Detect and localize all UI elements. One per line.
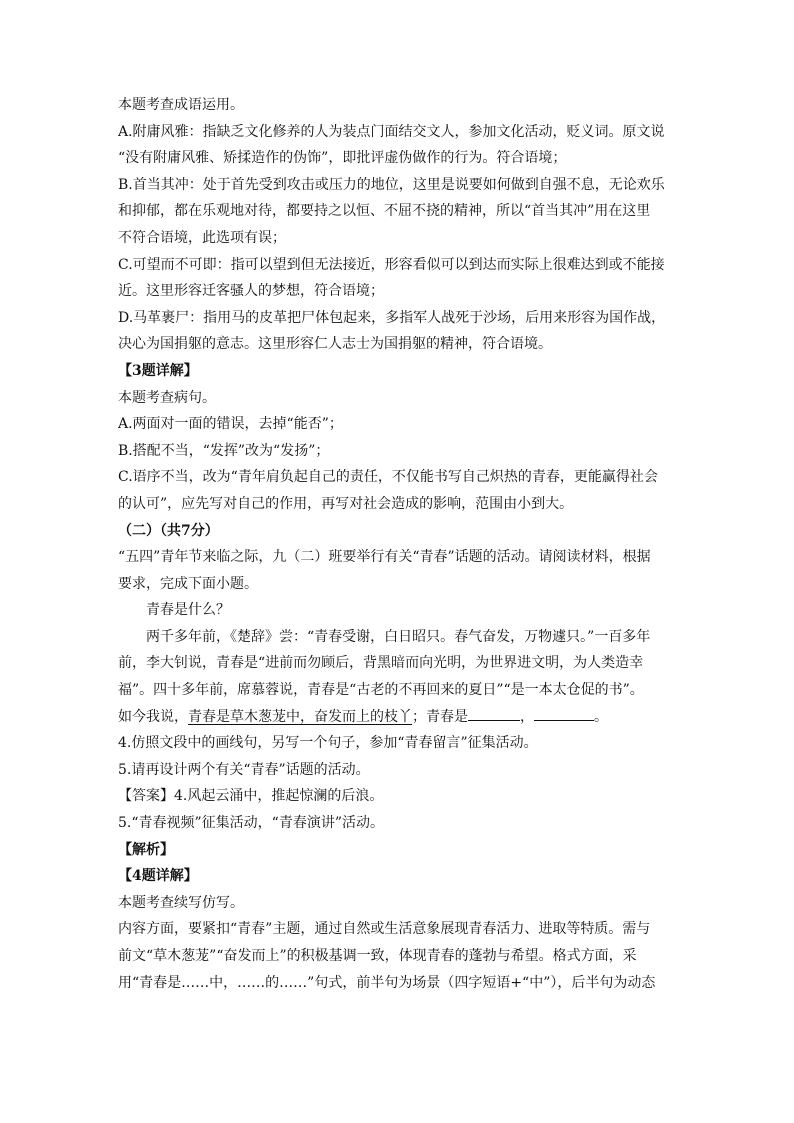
- fill-blank-1: [468, 704, 520, 721]
- text-line: 内容方面，要紧扣“青春”主题，通过自然或生活意象展现青春活力、进取等特质。需与: [118, 921, 651, 938]
- text-line: “没有附庸风雅、矫揉造作的伪饰”，即批评虚伪做作的行为。符合语境；: [118, 150, 567, 167]
- text-line: 本题考查病句。: [118, 389, 216, 406]
- passage-mid: ；青春是: [412, 708, 468, 725]
- answer-line: 5.“青春视频”征集活动，“青春演讲”活动。: [118, 815, 384, 832]
- text-line: C.语序不当，改为“青年肩负起自己的责任，不仅能书写自己炽热的青春，更能赢得社会: [118, 469, 658, 486]
- passage-line: 福”。四十多年前，席慕蓉说，青春是“古老的不再回来的夏日”“是一本太仓促的书”。: [118, 682, 644, 699]
- text-line: 前文“草木葱茏”“奋发而上”的积极基调一致，体现青春的蓬勃与希望。格式方面，采: [118, 948, 637, 964]
- question-4: 4.仿照文段中的画线句，另写一个句子，参加“青春留言”征集活动。: [118, 735, 538, 752]
- text-line: 近。这里形容迁客骚人的梦想，符合语境；: [118, 283, 384, 300]
- text-line: “五四”青年节来临之际，九（二）班要举行有关“青春”话题的活动。请阅读材料，根据: [118, 549, 651, 566]
- passage-line: 两千多年前，《楚辞》尝：“青春受谢，白日昭只。春气奋发，万物遽只。”一百多年: [146, 628, 651, 645]
- passage-end: 。: [594, 708, 608, 725]
- section-heading: 【3题详解】: [118, 362, 198, 379]
- passage-line-with-blanks: [118, 704, 678, 731]
- answer-line: 【答案】4.风起云涌中，推起惊澜的后浪。: [118, 788, 384, 805]
- text-line: 本题考查成语运用。: [118, 97, 244, 113]
- text-line: 的认可”，应先写对自己的作用，再写对社会造成的影响，范围由小到大。: [118, 495, 574, 512]
- passage-title: 青春是什么？: [146, 602, 230, 619]
- text-line: C.可望而不可即：指可以望到但无法接近，形容看似可以到达而实际上很难达到或不能接: [118, 256, 665, 273]
- text-line: A.附庸风雅：指缺乏文化修养的人为装点门面结交文人，参加文化活动，贬义词。原文说: [118, 123, 665, 140]
- fill-blank-2: [534, 704, 594, 721]
- text-line: 要求，完成下面小题。: [118, 575, 258, 592]
- section-heading: 【解析】: [118, 841, 174, 858]
- section-heading: 【4题详解】: [118, 868, 198, 885]
- text-line: 不符合语境，此选项有误；: [118, 229, 286, 246]
- blank-separator: ，: [520, 708, 534, 725]
- text-line: A.两面对一面的错误，去掉“能否”；: [118, 416, 343, 433]
- text-line: B.搭配不当，“发挥”改为“发扬”；: [118, 442, 330, 459]
- passage-line: 前，李大钊说，青春是“进前而勿顾后，背黑暗而向光明，为世界进文明，为人类造幸: [118, 655, 644, 672]
- passage-prefix: 如今我说，: [118, 708, 188, 725]
- text-line: 决心为国捐躯的意志。这里形容仁人志士为国捐躯的精神，符合语境。: [118, 336, 552, 353]
- text-line: D.马革裹尸：指用马的皮革把尸体包起来，多指军人战死于沙场，后用来形容为国作战，: [118, 309, 666, 326]
- text-line: 和抑郁，都在乐观地对待，都要持之以恒、不屈不挠的精神，所以“首当其冲”用在这里: [118, 203, 651, 220]
- question-5: 5.请再设计两个有关“青春”话题的活动。: [118, 761, 370, 778]
- section-heading: （二）（共7分）: [118, 522, 219, 539]
- underlined-sentence: 青春是草木葱茏中，奋发而上的枝丫: [188, 708, 412, 725]
- text-line: 本题考查续写仿写。: [118, 894, 244, 911]
- text-line: 用“青春是……中，……的……”句式，前半句为场景（四字短语+“中”），后半句为动态: [118, 974, 656, 991]
- text-line: B.首当其冲：处于首先受到攻击或压力的地位，这里是说要如何做到自强不息，无论欢乐: [118, 176, 665, 193]
- document-page: [118, 92, 678, 996]
